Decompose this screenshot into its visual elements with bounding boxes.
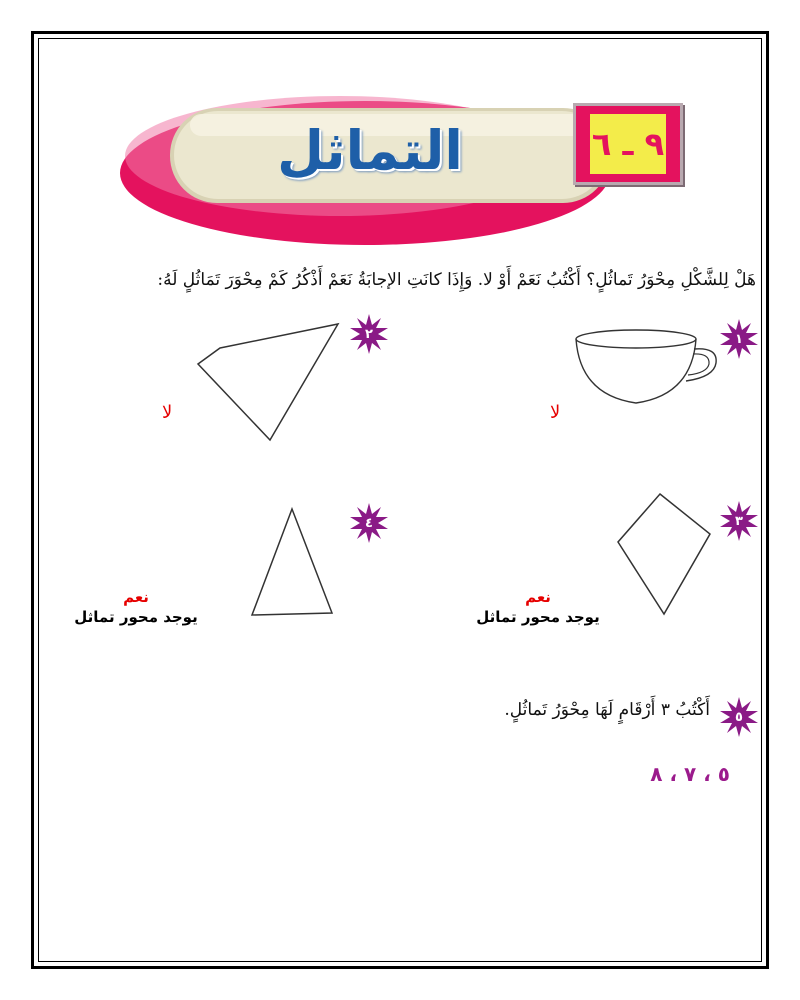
kite-icon xyxy=(612,490,716,620)
question-5-answer: ٥ ، ٧ ، ٨ xyxy=(650,762,730,786)
item-number-5: ٥ xyxy=(735,709,743,725)
cup-icon xyxy=(570,325,720,410)
item-number-2: ٢ xyxy=(365,326,373,342)
answer-item-1: لا xyxy=(550,402,561,423)
lesson-number: ٩ ـ ٦ xyxy=(590,114,666,174)
answer-item-3: نعم xyxy=(525,588,551,606)
question-instruction: هَلْ لِلشَّكْلِ مِحْوَرُ تَماثُلٍ؟ أَكْتُبُ نَعَمْ أَوْ لا. وَإِذَا كانَتِ الإجابَةُ نَعَمْ أَذْكُرُ كَمْ مِحْوَرَ تَمَاثُلٍ لَهُ: xyxy=(157,270,756,290)
page-title: التماثل xyxy=(277,118,463,182)
answer-detail-item-4: يوجد محور تماثل xyxy=(74,608,198,626)
item-number-1: ١ xyxy=(735,331,743,347)
lesson-number-box xyxy=(573,103,683,185)
answer-item-4: نعم xyxy=(123,588,149,606)
triangle-icon xyxy=(248,505,338,617)
answer-detail-item-3: يوجد محور تماثل xyxy=(476,608,600,626)
answer-item-2: لا xyxy=(162,402,173,423)
question-5-text: أَكْتُبُ ٣ أَرْقَامٍ لَهَا مِحْوَرُ تَماثُلٍ. xyxy=(504,700,710,720)
item-number-3: ٣ xyxy=(735,513,743,529)
item-number-4: ٤ xyxy=(365,515,373,531)
quadrilateral-icon xyxy=(190,318,350,446)
